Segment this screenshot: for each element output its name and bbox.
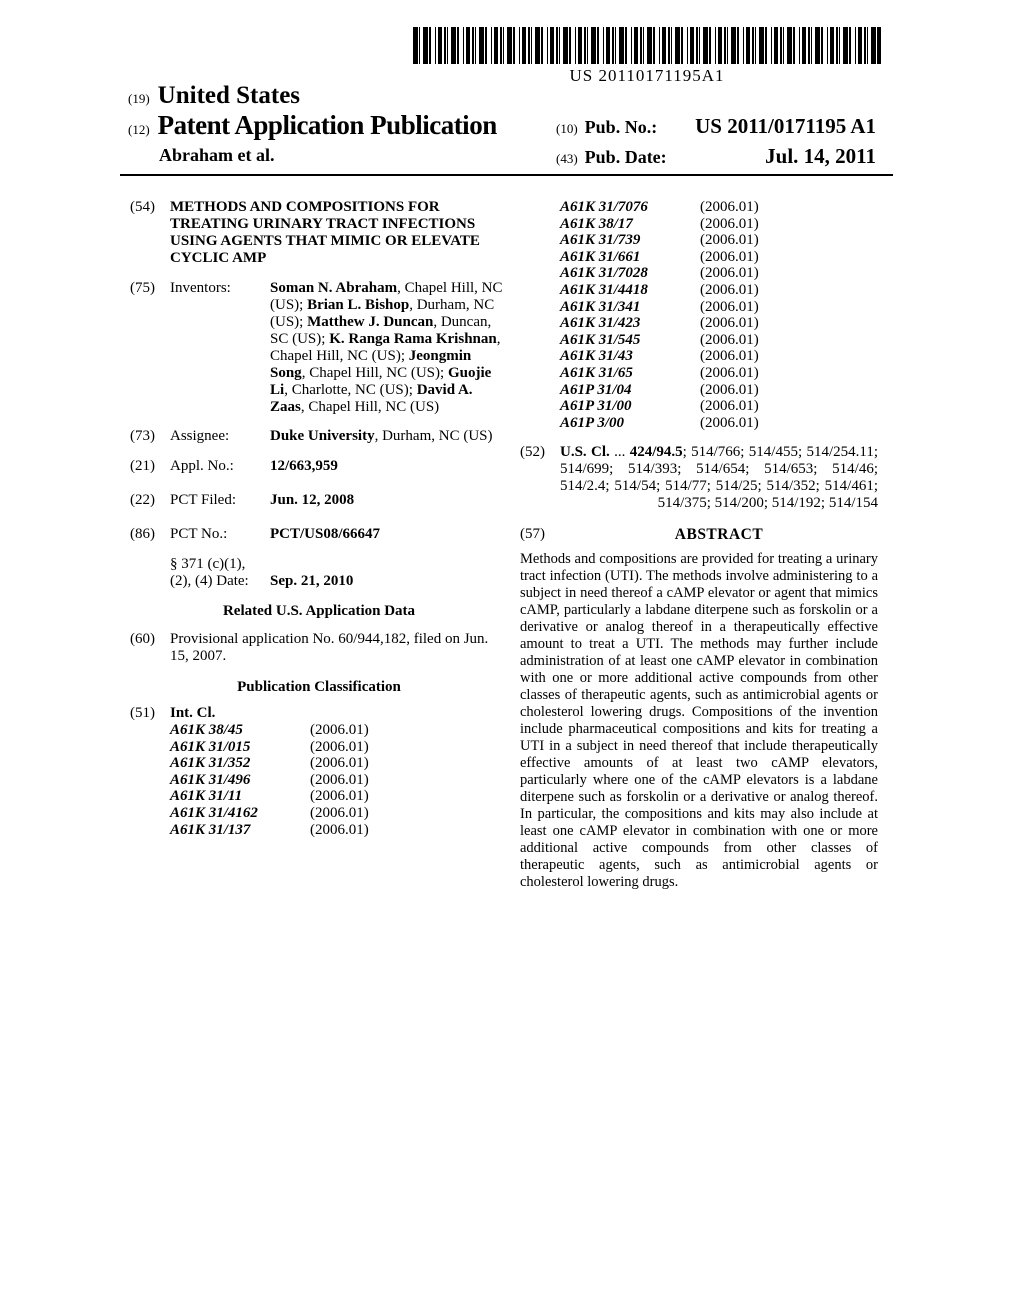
int-cl-code: A61K 38/17: [560, 215, 633, 232]
int-cl-continued: [520, 199, 878, 431]
appl-no-label: Appl. No.:: [170, 458, 234, 474]
int-cl-version: (2006.01): [700, 298, 759, 315]
related-data-header: Related U.S. Application Data: [222, 603, 416, 619]
int-cl-row: [560, 348, 878, 365]
inventors-value: Soman N. Abraham, Chapel Hill, NC (US); Brian L. Bishop, Durham, NC (US); Matthew J. Duncan, Duncan, SC (US); K. Ranga Rama Krishnan, Chapel Hill, NC (US); Jeongmin Song, Chapel Hill, NC (US); Guojie Li, Charlotte, NC (US); David A. Zaas, Chapel Hill, NC (US): [270, 280, 503, 415]
field-10-number: (10): [556, 121, 578, 136]
int-cl-version: (2006.01): [310, 738, 369, 755]
provisional-text: Provisional application No. 60/944,182, filed on Jun. 15, 2007.: [170, 631, 489, 664]
int-cl-code: A61K 31/545: [560, 331, 641, 348]
field-73-assignee: [130, 428, 508, 445]
field-60-number: (60): [130, 631, 155, 647]
field-75-number: (75): [130, 280, 155, 296]
header-left: [128, 82, 497, 166]
int-cl-label: Int. Cl.: [170, 705, 216, 721]
int-cl-code: A61K 38/45: [170, 722, 243, 738]
int-cl-row: [560, 216, 878, 233]
field-57-number: (57): [520, 526, 545, 543]
int-cl-code: A61K 31/341: [560, 298, 641, 315]
int-cl-code: A61K 31/352: [170, 755, 251, 772]
int-cl-version: (2006.01): [700, 398, 759, 415]
int-cl-version: (2006.01): [310, 771, 369, 788]
int-cl-code: A61K 31/11: [170, 788, 243, 805]
abstract-text: Methods and compositions are provided for treating a urinary tract infection (UTI). The methods involve administering to a subject in need thereof a cAMP elevator or agent that mimics cAMP, particularly a labdane diterpene such as forskolin or a derivative or analog thereof in a therapeutically effective amount to treat a UTI. The methods may further include administration of at least one cAMP elevator in combination with one or more additional active compounds from other classes of therapeutic agents, such as antimicrobial agents or cholesterol lowering drugs. Compositions of the invention include pharmaceutical compositions and kits for treating a UTI in a subject in need thereof that include therapeutically effective amounts of at least two cAMP elevators, particularly where one of the cAMP elevators is a labdane diterpene such as forskolin or a derivative or analog thereof. In particular, the compositions and kits may also include at least one cAMP elevator in combination with one or more additional active compounds from other classes of therapeutic agents, such as antimicrobial agents or cholesterol lowering drugs.: [520, 551, 878, 891]
barcode-block: [413, 27, 881, 86]
int-cl-code: A61K 31/65: [560, 364, 633, 381]
int-cl-row: [560, 415, 878, 432]
int-cl-row: [560, 382, 878, 399]
int-cl-code: A61K 31/43: [560, 348, 633, 365]
int-cl-version: (2006.01): [310, 821, 369, 838]
field-51-number: (51): [130, 705, 155, 721]
field-86-number: (86): [130, 526, 155, 542]
int-cl-row: [170, 739, 508, 756]
int-cl-version: (2006.01): [310, 804, 369, 821]
int-cl-code: A61K 31/7076: [560, 199, 648, 215]
int-cl-code: A61P 31/04: [560, 381, 632, 398]
int-cl-version: (2006.01): [700, 199, 759, 215]
int-cl-row: [560, 365, 878, 382]
field-52-number: (52): [520, 444, 545, 461]
pct-filed-value: Jun. 12, 2008: [270, 492, 355, 508]
pct-no-value: PCT/US08/66647: [270, 526, 381, 542]
section-371-line2: (2), (4) Date:: [170, 573, 249, 589]
barcode-number: US 20110171195A1: [569, 66, 725, 85]
pub-date-label: Pub. Date:: [584, 147, 667, 167]
int-cl-code: A61K 31/661: [560, 248, 641, 265]
us-cl-text: U.S. Cl. ... 424/94.5; 514/766; 514/455; 514/254.11; 514/699; 514/393; 514/654; 514/653; 514/46; 514/2.4; 514/54; 514/77; 514/25; 514/352; 514/461; 514/375; 514/200; 514/192; 514/154: [560, 444, 878, 512]
field-60-provisional: [130, 631, 508, 665]
authors: Abraham et al.: [159, 145, 275, 165]
header-right: [556, 114, 876, 169]
int-cl-version: (2006.01): [700, 331, 759, 348]
int-cl-version: (2006.01): [700, 364, 759, 381]
pub-date-value: Jul. 14, 2011: [765, 144, 876, 168]
field-54-title: [130, 199, 508, 267]
int-cl-row: [560, 265, 878, 282]
pct-no-label: PCT No.:: [170, 526, 228, 542]
field-19-number: (19): [128, 91, 150, 106]
field-43-number: (43): [556, 151, 578, 166]
assignee-value: Duke University, Durham, NC (US): [270, 428, 493, 444]
section-371-date: Sep. 21, 2010: [270, 573, 354, 589]
int-cl-row: [560, 315, 878, 332]
publication-kind: Patent Application Publication: [157, 110, 497, 140]
publication-classification-header: Publication Classification: [237, 679, 401, 695]
int-cl-row: [560, 299, 878, 316]
int-cl-code: A61K 31/015: [170, 738, 251, 755]
int-cl-row: [560, 398, 878, 415]
int-cl-version: (2006.01): [700, 348, 759, 365]
section-371-label: [170, 556, 270, 590]
invention-title: METHODS AND COMPOSITIONS FOR TREATING URINARY TRACT INFECTIONS USING AGENTS THAT MIMIC OR ELEVATE CYCLIC AMP: [170, 199, 480, 266]
assignee-label: Assignee:: [170, 428, 230, 444]
field-73-number: (73): [130, 428, 155, 444]
int-cl-version: (2006.01): [700, 215, 759, 232]
int-cl-code: A61K 31/496: [170, 771, 251, 788]
int-cl-row: [560, 332, 878, 349]
int-cl-code: A61K 31/4162: [170, 804, 258, 821]
field-21-appl-no: [130, 458, 508, 475]
int-cl-code: A61P 3/00: [560, 414, 625, 431]
right-column: [520, 199, 878, 891]
int-cl-code: A61K 31/4418: [560, 281, 648, 298]
int-cl-version: (2006.01): [700, 315, 759, 332]
int-cl-code: A61K 31/7028: [560, 265, 648, 282]
appl-no-value: 12/663,959: [270, 458, 338, 474]
pub-no-value: US 2011/0171195 A1: [695, 114, 876, 138]
field-12-number: (12): [128, 122, 150, 137]
int-cl-row: [170, 755, 508, 772]
int-cl-code: A61K 31/137: [170, 821, 251, 838]
int-cl-row: [170, 722, 508, 739]
int-cl-row: [560, 232, 878, 249]
int-cl-version: (2006.01): [700, 248, 759, 265]
int-cl-version: (2006.01): [700, 232, 759, 249]
int-cl-row: [170, 805, 508, 822]
int-cl-row: [170, 788, 508, 805]
pub-no-label: Pub. No.:: [584, 117, 658, 137]
int-cl-version: (2006.01): [700, 281, 759, 298]
int-cl-row: [560, 249, 878, 266]
field-54-number: (54): [130, 199, 155, 215]
field-22-pct-filed: [130, 492, 508, 509]
field-22-number: (22): [130, 492, 155, 508]
int-cl-row: [170, 772, 508, 789]
abstract-header: ABSTRACT: [674, 526, 764, 544]
inventors-label: Inventors:: [170, 280, 231, 296]
field-75-inventors: [130, 280, 508, 416]
barcode-icon: [413, 27, 881, 64]
int-cl-version: (2006.01): [310, 722, 369, 738]
int-cl-version: (2006.01): [310, 788, 369, 805]
int-cl-code: A61P 31/00: [560, 398, 632, 415]
field-52-us-cl: [520, 444, 878, 512]
int-cl-row: [560, 199, 878, 216]
field-21-number: (21): [130, 458, 155, 474]
int-cl-version: (2006.01): [700, 265, 759, 282]
left-column: [130, 199, 508, 891]
int-cl-code: A61K 31/739: [560, 232, 641, 249]
int-cl-row: [560, 282, 878, 299]
int-cl-version: (2006.01): [700, 414, 759, 431]
header-divider: [120, 174, 893, 176]
field-51-int-cl: [130, 705, 508, 838]
country-name: United States: [157, 82, 301, 109]
int-cl-version: (2006.01): [310, 755, 369, 772]
int-cl-version: (2006.01): [700, 381, 759, 398]
field-57-abstract-header: [520, 526, 878, 544]
int-cl-code: A61K 31/423: [560, 315, 641, 332]
pct-filed-label: PCT Filed:: [170, 492, 236, 508]
field-86-pct-no: [130, 526, 508, 590]
section-371-line1: § 371 (c)(1),: [170, 556, 246, 572]
int-cl-row: [170, 822, 508, 839]
body-columns: [130, 199, 900, 891]
